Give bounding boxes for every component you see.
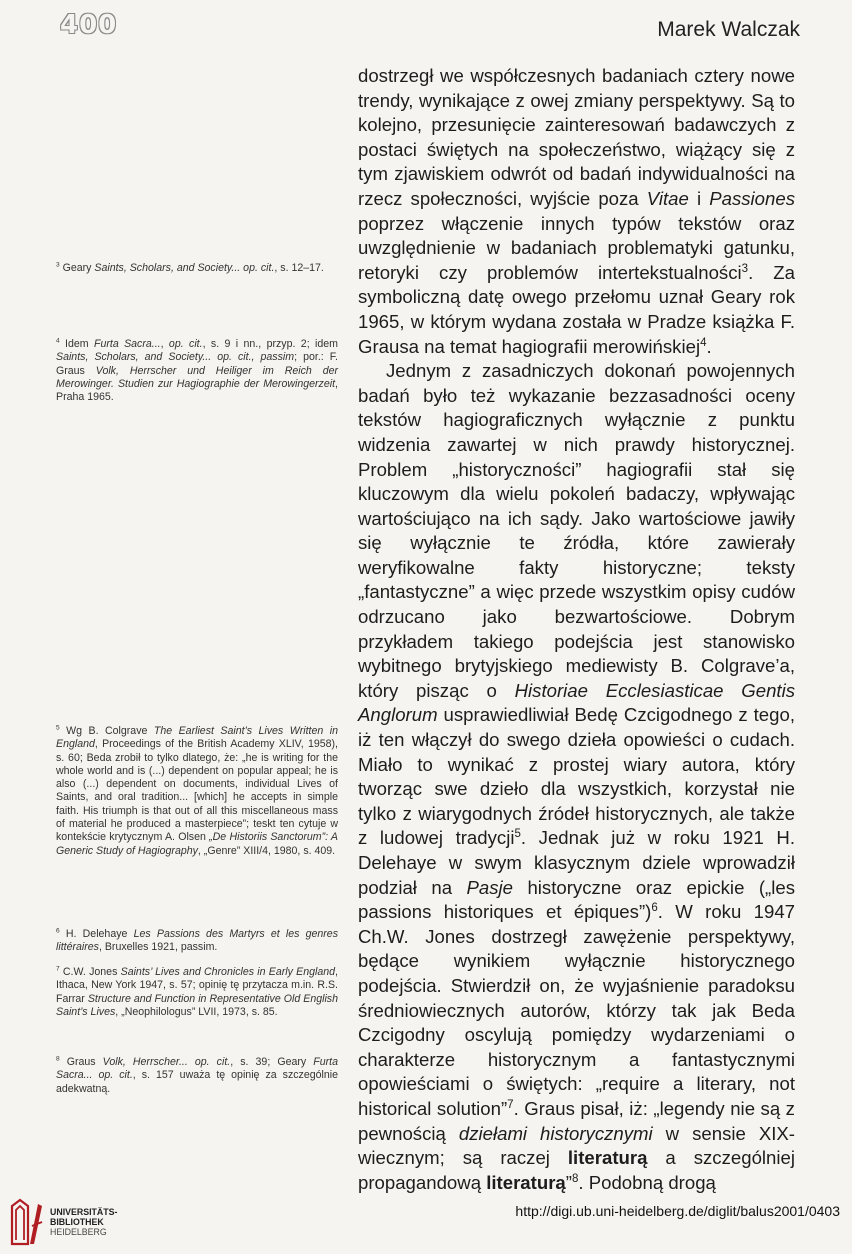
footnote-ref-4[interactable]: 4	[700, 336, 707, 349]
running-header-author: Marek Walczak	[657, 18, 800, 41]
page-number: 400	[60, 10, 118, 40]
footnote-7: $^7$ C.W. Jones Saints’ Lives and Chronicles in Early England, Ithaca, New York 1947, s. 57; opinię tę przytacza m.in. R.S. Farrar Structure and Function in Representative Old English Saint’s Lives, „Neophilologus” LVII, 1973, s. 85.	[56, 965, 338, 1018]
paragraph-2: Jednym z zasadniczych dokonań powojennych badań było też wykazanie bezzasadności oceny tekstów hagiograficznych wyłącznie z punktu widzenia zawartej w nich prawdy historycznej. Problem „historyczności” hagiografii stał się kluczowym dla wielu pokoleń badaczy, wpływając wartościująco na ich sądy. Jako wartościowe jawiły się wyłącznie te źródła, które zawierały weryfikowalne fakty historyczne; teksty „fantastyczne” a więc przede wszystkim opisy cudów odrzucano jako bezwartościowe. Dobrym przykładem takiego podejścia jest stanowisko wybitnego brytyjskiego mediewisty B. Colgrave’a, który pisząc o Historiae Ecclesiasticae Gentis Anglorum usprawiedliwiał Bedę Czcigodnego z tego, iż ten włączył do swego dzieła opowieści o cudach. Miało to wynikać z prostej wiary autora, który tworząc swe dzieło dla wszystkich, korzystał nie tylko z wiarygodnych źródeł historycznych, ale także z ludowej tradycji$^5$. Jednak już w roku 1921 H. Delehaye w swym klasycznym dziele wprowadził podział na Pasje historyczne oraz epickie („les passions historiques et épiques”)$^6$. W roku 1947 Ch.W. Jones dostrzegł zawężenie perspektywy, będące wynikiem wyłącznie historycznego podejścia. Stwierdził on, że wyjaśnienie paradoksu średniowiecznych autorów, którzy tak jak Beda Czcigodny oscylują pomiędzy wydarzeniami o charakterze historycznym a fantastycznymi opowieściami o świętych: „require a literary, not historical solution”$^7$. Graus pisał, iż: „legendy nie są z pewnością dziełami historycznymi w sensie XIX-wiecznym; są raczej literaturą a szczególniej propagandową literaturą”$^8$. Podobną drogą	[358, 360, 796, 1193]
footnote-ref-3[interactable]: 3	[741, 262, 749, 275]
footnote-ref-8[interactable]: 8	[571, 1172, 579, 1185]
library-name: UNIVERSITÄTS- BIBLIOTHEK HEIDELBERG	[50, 1207, 118, 1237]
footnote-ref-5[interactable]: 5	[514, 828, 521, 841]
source-url-link[interactable]: http://digi.ub.uni-heidelberg.de/diglit/balus2001/0403	[515, 1203, 840, 1219]
footnote-5: $^5$ Wg B. Colgrave The Earliest Saint’s Lives Written in England, Proceedings of the British Academy XLIV, 1958), s. 60; Beda zrobił to tylko dlatego, że: „he is writing for the whole world and is (...) dependent on popular appeal; he is also (...) dependent on documents, individual Lives of Saints, and oral tradition... [which] he accepts in simple faith. His triumph is that out of all this miscellaneous mass of material he produced a masterpiece”; teskt ten cytuje w kontekście krytycznym A. Olsen „De Historiis Sanctorum”: A Generic Study of Hagiography, „Genre” XIII/4, 1980, s. 409.	[56, 724, 338, 857]
footnote-ref-6[interactable]: 6	[651, 902, 658, 914]
university-library-logo-icon	[8, 1196, 46, 1253]
paragraph-1: dostrzegł we współczesnych badaniach cztery nowe trendy, wynikające z owej zmiany perspektywy. Są to kolejno, przesunięcie zainteresowań badawczych z postaci świętych na społeczeństwo, wiążący się z tym zjawiskiem odwrót od badań indywidualności na rzecz społeczności, wyjście poza Vitae i Passiones poprzez włączenie innych typów tekstów oraz uwzględnienie w badaniach problematyki gatunku, retoryki czy problemów intertekstualności$^3$. Za symboliczną datę owego przełomu uznał Geary rok 1965, w którym wydana została w Pradze książka F. Grausa na temat hagiografii merowińskiej$^4$.	[358, 65, 795, 357]
footnote-ref-7[interactable]: 7	[507, 1098, 514, 1111]
main-text	[358, 64, 795, 1195]
footnote-6: $^6$ H. Delehaye Les Passions des Martyrs et les genres littéraires, Bruxelles 1921, passim.	[56, 927, 338, 954]
footnote-3: $^3$ Geary Saints, Scholars, and Society... op. cit., s. 12–17.	[56, 261, 324, 274]
footnote-8: $^8$ Graus Volk, Herrscher... op. cit., s. 39; Geary Furta Sacra... op. cit., s. 157 uważa tę opinię za szczególnie adekwatną.	[56, 1055, 338, 1095]
footnote-4: $^4$ Idem Furta Sacra..., op. cit., s. 9 i nn., przyp. 2; idem Saints, Scholars, and Society... op. cit., passim; por.: F. Graus Volk, Herrscher und Heiliger im Reich der Merowinger. Studien zur Hagiographie der Merowingerzeit, Praha 1965.	[56, 337, 339, 404]
